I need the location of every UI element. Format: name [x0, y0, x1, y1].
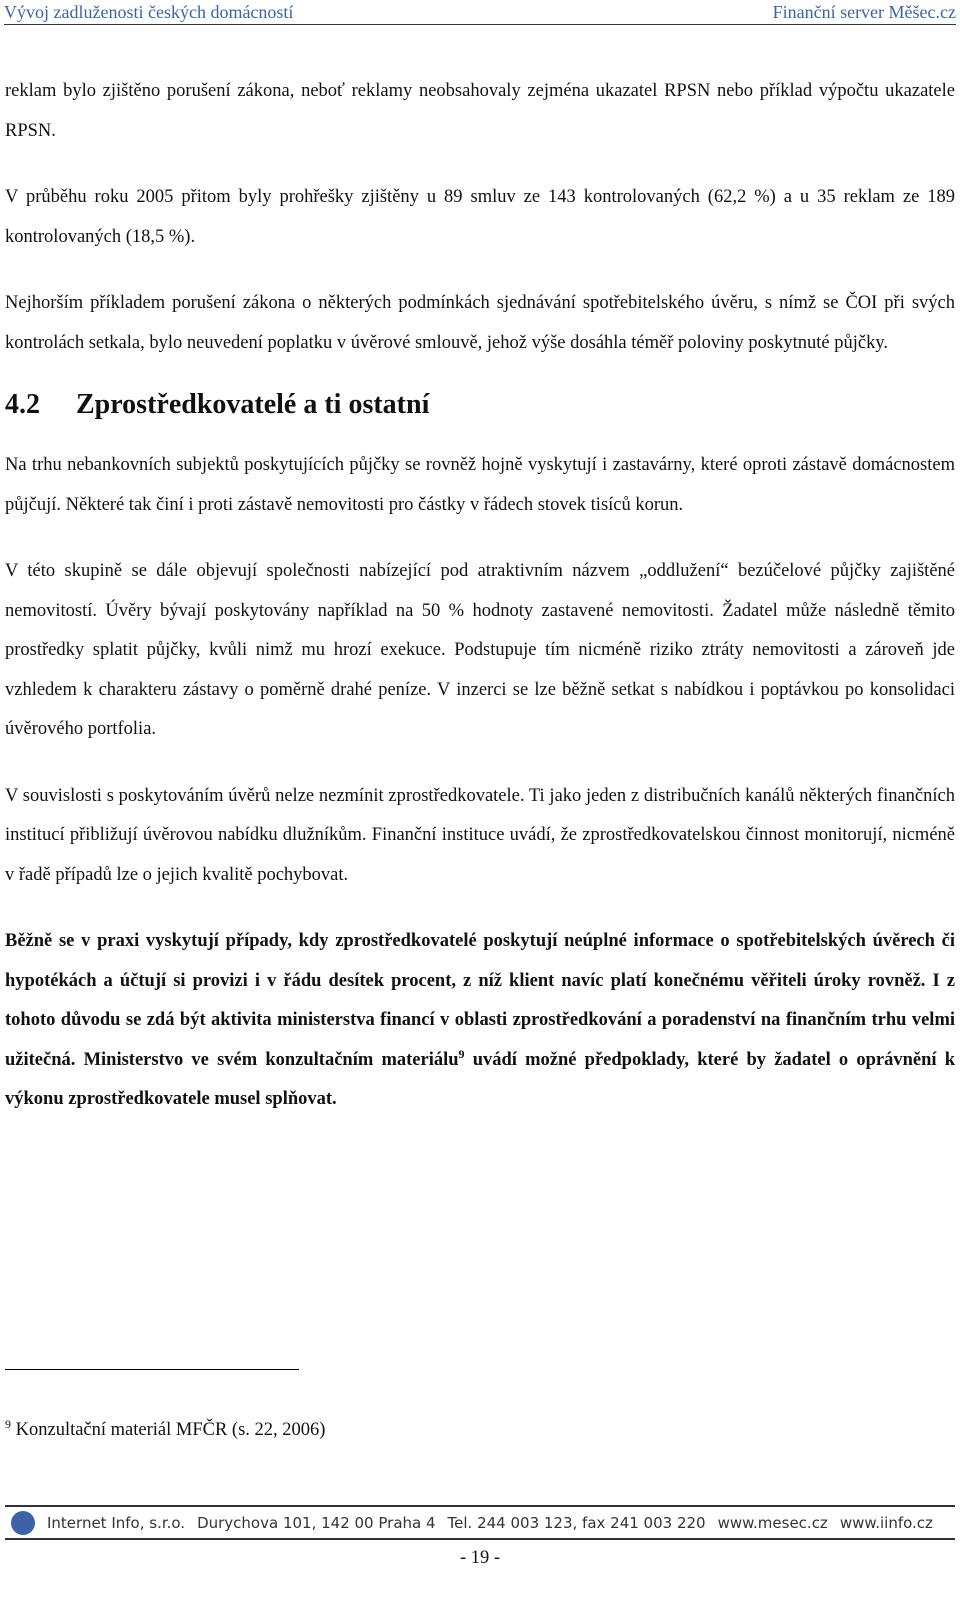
footer-address: Durychova 101, 142 00 Praha 4 — [197, 1513, 436, 1532]
footnote-divider — [5, 1369, 299, 1370]
company-logo-icon — [11, 1511, 35, 1535]
footnote — [5, 1416, 326, 1441]
paragraph: Nejhorším příkladem porušení zákona o některých podmínkách sjednávání spotřebitelského úvěru, s nímž se ČOI při svých kontrolách setkala, bylo neuvedení poplatku v úvěrové smlouvě, jehož výše dosáhla téměř poloviny poskytnuté půjčky. — [5, 293, 955, 353]
bold-paragraph — [5, 922, 955, 1120]
header-divider — [4, 24, 956, 25]
footnote-mark: 9 — [5, 1416, 11, 1431]
paragraph: Na trhu nebankovních subjektů poskytujících půjčky se rovněž hojně vyskytují i zastavárny, které oproti zástavě domácnostem půjčují. Některé tak činí i proti zástavě nemovitosti pro částky v řádech stovek tisíců korun. — [5, 455, 955, 515]
section-number: 4.2 — [5, 389, 40, 420]
footer-contact-bar — [5, 1505, 955, 1540]
paragraph: reklam bylo zjištěno porušení zákona, neboť reklamy neobsahovaly zejména ukazatel RPSN nebo příklad výpočtu ukazatele RPSN. — [5, 81, 955, 141]
footer-website-iinfo[interactable]: www.iinfo.cz — [839, 1513, 933, 1532]
page-header — [4, 0, 956, 24]
footnote-text: Konzultační materiál MFČR (s. 22, 2006) — [11, 1420, 326, 1440]
document-body — [5, 72, 955, 1147]
bold-text: Běžně se v praxi vyskytují případy, kdy zprostředkovatelé poskytují neúplné informace o spotřebitelských úvěrech či hypotékách a účtují si provizi i v řádu desítek procent, z níž klient navíc platí konečnému věřiteli úroky rovněž. I z tohoto důvodu se zdá být aktivita ministerstva financí v oblasti zprostředkování a poradenství na finančním trhu velmi užitečná. Ministerstvo ve svém konzultačním materiálu — [5, 931, 955, 1070]
footnote-reference[interactable]: 9 — [458, 1046, 465, 1061]
header-publisher: Finanční server Měšec.cz — [772, 1, 956, 22]
paragraph: V souvislosti s poskytováním úvěrů nelze nezmínit zprostředkovatele. Ti jako jeden z distribučních kanálů některých finančních institucí přibližují úvěrovou nabídku dlužníkům. Finanční instituce uvádí, že zprostředkovatelskou činnost monitorují, nicméně v řadě případů lze o jejich kvalitě pochybovat. — [5, 785, 955, 885]
footer-company: Internet Info, s.r.o. — [47, 1513, 186, 1532]
page-number: - 19 - — [459, 1548, 501, 1568]
section-title: Zprostředkovatelé a ti ostatní — [76, 389, 430, 420]
bold-text-continued: uvádí možné předpoklady, které by žadatel o oprávnění k výkonu zprostředkovatele musel splňovat. — [5, 1049, 955, 1109]
section-heading — [5, 388, 955, 422]
footer-phone: Tel. 244 003 123, fax 241 003 220 — [447, 1513, 706, 1532]
paragraph: V této skupině se dále objevují společnosti nabízející pod atraktivním názvem „oddlužení“ bezúčelové půjčky zajištěné nemovitostí. Úvěry bývají poskytovány například na 50 % hodnoty zastavené nemovitosti. Žadatel může následně těmito prostředky splatit půjčky, kvůli nimž mu hrozí exekuce. Podstupuje tím nicméně riziko ztráty nemovitosti a zároveň jde vzhledem k charakteru zástavy o poměrně drahé peníze. V inzerci se lze běžně setkat s nabídkou i poptávkou po konsolidaci úvěrového portfolia. — [5, 561, 955, 739]
footer-website-mesec[interactable]: www.mesec.cz — [717, 1513, 828, 1532]
header-document-title: Vývoj zadluženosti českých domácností — [4, 1, 294, 22]
paragraph: V průběhu roku 2005 přitom byly prohřešky zjištěny u 89 smluv ze 143 kontrolovaných (62,2 %) a u 35 reklam ze 189 kontrolovaných (18,5 %). — [5, 187, 955, 247]
